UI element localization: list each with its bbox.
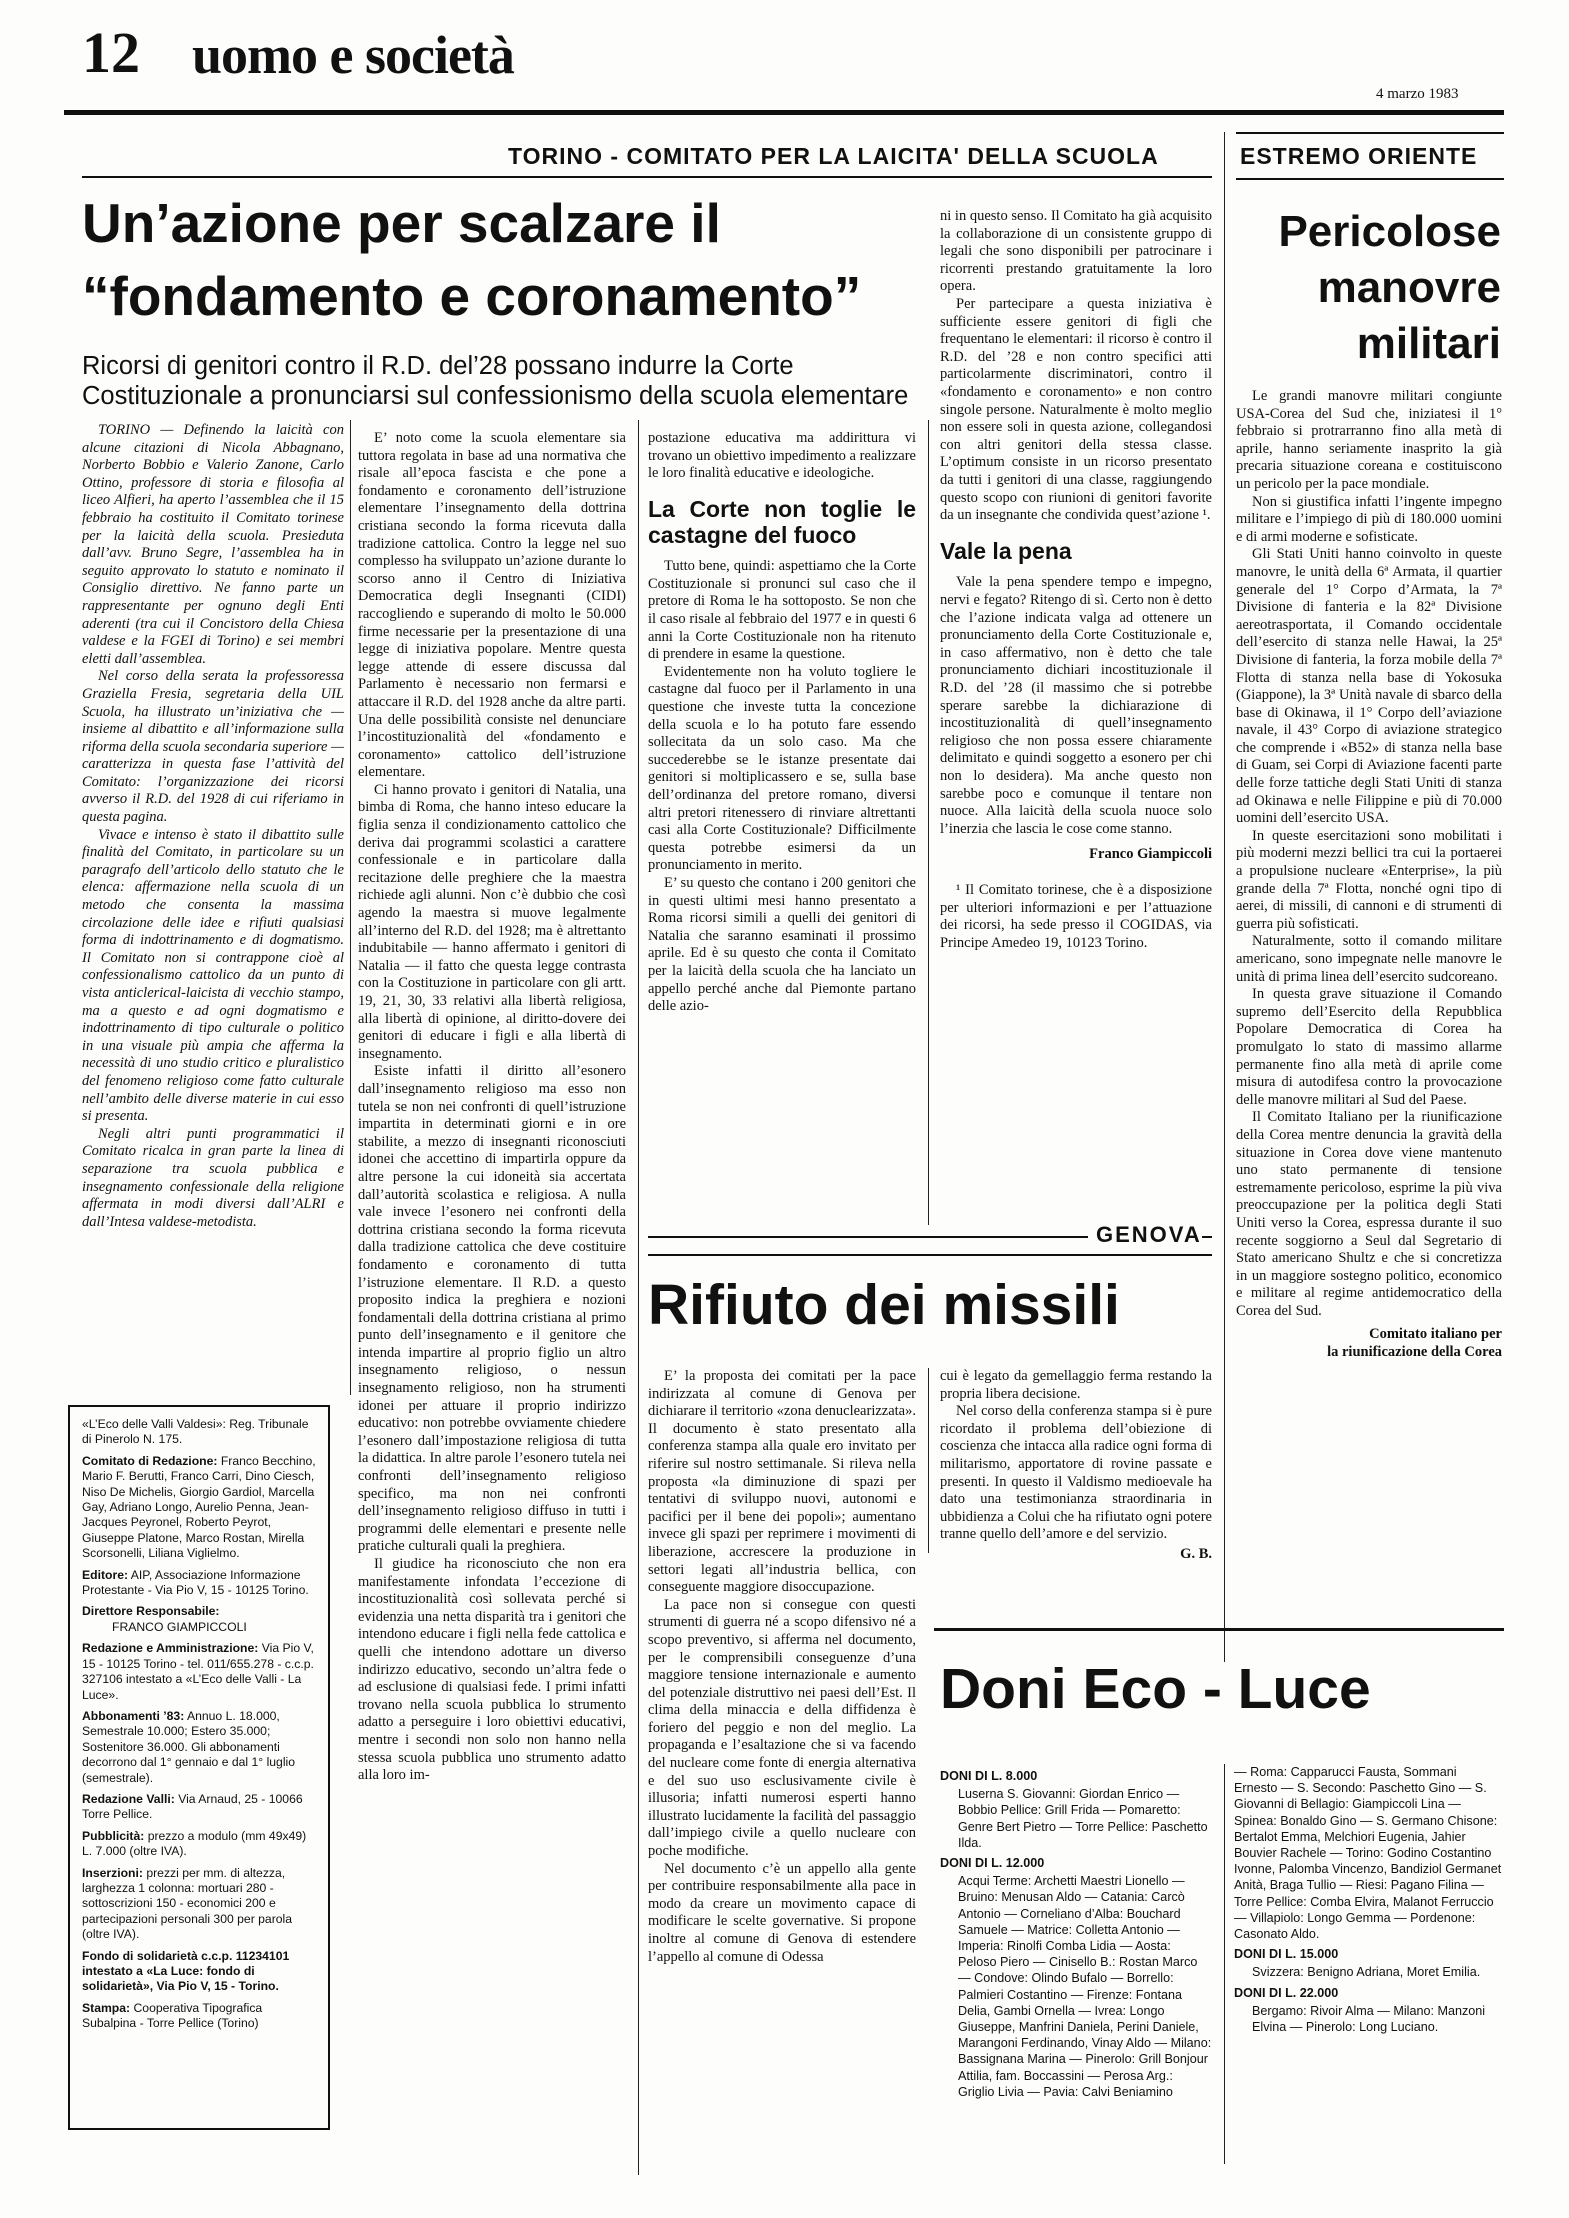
paragraph: Vale la pena spendere tempo e impegno, nervi e fegato? Ritengo di sì. Certo non è detto che l’azione indicata valga ad ottenere un pronunciamento della Corte Costituzionale e, in caso affermativo, non è detto che tale pronunciamento dichiari incostituzionale il R.D. del ’28 (il massimo che si potrebbe sperare sarebbe la dichiarazione di incostituzionalità di quell’insegnamento religioso che non possa essere chiaramente delimitato e quindi soggetto a esonero per chi non lo desidera). Ma anche questo non sarebbe poco e comunque il tentare non nuoce. Alla laicità della scuola nuoce solo l’inerzia che lascia le cose come stanno.	[940, 574, 1212, 837]
imprint-label: Editore:	[82, 1567, 129, 1582]
paragraph: Negli altri punti programmatici il Comitato ricalca in gran parte la linea di separazione tra scuola pubblica e insegnamento confessionale della religione affermata in modi diversi dall’ALRI e dall’Intesa valdese-metodista.	[82, 1125, 344, 1230]
paragraph: Il giudice ha riconosciuto che non era manifestamente infondata l’eccezione di incostituzionalità così sollevata perché si evidenzia una netta disparità tra i genitori che intendono educare i figli nella fede cattolica e quelli che intendono adottare un diverso indirizzo educativo, secondo un’altra fede o ad esclusione di qualsiasi fede. I primi infatti trovano nella scuola pubblica lo strumento adatto a perseguire i loro obiettivi educativi, mentre i secondi non solo non hanno nella stessa scuola pubblica uno strumento adatto alla loro im-	[358, 1556, 626, 1784]
paragraph: Nel corso della conferenza stampa si è pure ricordato il problema dell’obiezione di coscienza che intacca alla radice ogni forma di militarismo, apportatore di rovine passate e presenti. In questo il Valdismo medioevale ha dato una testimonianza straordinaria in ubbidienza a Colui che ha rifiutato ogni potere tranne quello dell’amore e del servizio.	[940, 1403, 1212, 1543]
paragraph: Ci hanno provato i genitori di Natalia, una bimba di Roma, che hanno inteso educare la figlia senza il condizionamento cattolico che deriva dai programmi scolastici a carattere confessionale e in particolare dalla recitazione delle preghiere che la maestra richiede agli alunni. Non c’è dubbio che così agendo la maestra si muove legalmente all’interno del R.D. del 1928; ma è altrettanto indubitabile — hanno affermato i genitori di Natalia — il fatto che questa legge contrasta con la Costituzione in particolare con gli artt. 19, 21, 30, 33 relativi alla libertà religiosa, alla libertà di opinione, al diritto-dovere dei genitori di educare i figli e alla libertà di insegnamento.	[358, 781, 626, 1062]
doni-list: Bergamo: Rivoir Alma — Milano: Manzoni Elvina — Pinerolo: Long Luciano.	[1252, 2003, 1486, 2035]
genova-col2	[940, 1368, 1212, 1568]
main-col4	[940, 208, 1212, 1228]
doni-list: Luserna S. Giovanni: Giordan Enrico — Bobbio Pellice: Grill Frida — Pomaretto: Genre Bert Pietro — Torre Pellice: Paschetto Ilda.	[958, 1787, 1208, 1850]
imprint-text: Via Arnaud, 25 - 10066 Torre Pellice.	[82, 1791, 303, 1822]
paragraph: Le grandi manovre militari congiunte USA-Corea del Sud che, iniziatesi il 1° febbraio si protrarranno fino alla metà di aprile, hanno seriamente inasprito la già precaria situazione coreana e costituiscono un pericolo per la pace mondiale.	[1236, 388, 1502, 492]
column-rule	[928, 1368, 929, 1553]
doni-top-rule	[934, 1628, 1504, 1631]
imprint-label: Inserzioni:	[82, 1865, 143, 1880]
imprint-text: prezzi per mm. di altezza, larghezza 1 colonna: mortuari 280 - sottoscrizioni 150 - economici 200 e partecipazioni personali 300 per parola (oltre IVA).	[82, 1865, 293, 1942]
main-col1	[82, 422, 344, 1392]
main-kicker: TORINO - COMITATO PER LA LAICITA' DELLA SCUOLA	[508, 143, 1159, 169]
genova-kicker: GENOVA	[1088, 1222, 1202, 1248]
paragraph: ni in questo senso. Il Comitato ha già acquisito la collaborazione di un consistente gruppo di legali che sono disponibili per patrocinare i ricorrenti prestando gratuitamente la loro opera.	[940, 208, 1212, 295]
eo-body	[1236, 388, 1502, 1628]
genova-title: Rifiuto dei missili	[648, 1273, 1120, 1337]
doni-col1	[940, 1764, 1212, 2184]
paragraph: Nel corso della serata la professoressa Graziella Fresia, segretaria della UIL Scuola, ha illustrato un’iniziativa che — insieme al dibattito e all’informazione sulla riforma della scuola secondaria superiore — caratterizza in questa fase l’attività del Comitato: l’organizzazione dei ricorsi avverso il R.D. del 1928 di cui riferiamo in questa pagina.	[82, 668, 344, 826]
signature: la riunificazione della Corea	[1327, 1344, 1502, 1361]
column-rule	[350, 420, 351, 1395]
imprint-text: AIP, Associazione Informazione Protestante - Via Pio V, 15 - 10125 Torino.	[82, 1567, 309, 1598]
paragraph: Evidentemente non ha voluto togliere le castagne dal fuoco per il Parlamento in una questione che investe tutta la concezione della scuola e lo ha potuto fare essendo sollecitata da un solo caso. Ma che succederebbe se le istanze presentate dai genitori si moltiplicassero e se, sulla base dell’ordinanza del pretore romano, diversi altri pretori ritenessero di rinviare altrettanti casi alla Corte Costituzionale? Difficilmente questa potrebbe esimersi da un pronunciamento in merito.	[648, 663, 916, 874]
doni-list: Acqui Terme: Archetti Maestri Lionello — Bruino: Menusan Aldo — Catania: Carcò Antonio — Corneliano d’Alba: Bouchard Samuele — Matrice: Colletta Antonio — Imperia: Rinolfi Comba Lidia — Aosta: Peloso Piero — Cinisello B.: Rostan Marco — Condove: Olindo Bufalo — Borrello: Palmieri Costantino — Firenze: Fontana Delia, Gambi Ornella — Ivrea: Longo Giuseppe, Manfrini Daniela, Perini Daniele, Marangoni Ferdinando, Vinay Aldo — Milano: Bassignana Marina — Pinerolo: Grill Bonjour Attilia, fam. Boccassini — Perosa Arg.: Griglio Livia — Pavia: Calvi Beniamino	[958, 1874, 1212, 2099]
imprint-text: Annuo L. 18.000, Semestrale 10.000; Estero 35.000; Sostenitore 36.000. Gli abbonamenti decorrono dal 1° gennaio e dal 1° luglio (semestrale).	[82, 1708, 296, 1785]
signature: G. B.	[1180, 1545, 1212, 1562]
main-title-line1: Un’azione per scalzare il	[82, 192, 721, 254]
paragraph: Tutto bene, quindi: aspettiamo che la Corte Costituzionale si pronunci sul caso che il pretore di Roma le ha sottoposto. Se non che il caso risale al febbraio del 1977 e in questi 6 anni la Corte Costituzionale non ha ritenuto di prendere in esame la questione.	[648, 558, 916, 663]
eo-title-line: militari	[1356, 319, 1501, 368]
paragraph: Non si giustifica infatti l’ingente impegno militare e l’impiego di più di 180.000 uomini e di armi moderne e sofisticate.	[1236, 493, 1502, 545]
page-number: 12	[82, 20, 140, 85]
column-rule	[1224, 1764, 1225, 2164]
doni-heading: DONI DI L. 12.000	[940, 1856, 1045, 1871]
imprint-label: Comitato di Redazione:	[82, 1453, 218, 1468]
imprint-text: Via Pio V, 15 - 10125 Torino - tel. 011/655.278 - c.c.p. 327106 intestato a «L’Eco delle Valli - La Luce».	[82, 1641, 314, 1702]
paragraph: Vivace e intenso è stato il dibattito sulle finalità del Comitato, in particolare su un paragrafo dell’articolo dello statuto che le elenca: affermazione nella scuola di un metodo che consenta la massima circolazione delle idee e rifiuti qualsiasi forma di indottrinamento e di dogmatismo. Il Comitato non si contrappone cioè al confessionalismo cattolico da un punto di vista anticlerical-laicista di vecchio stampo, ma a questo e ad ogni dogmatismo e indottrinamento di tipo culturale o politico in una visuale più ampia che afferma la necessità di uno studio critico e pluralistico del fenomeno religioso come fatto culturale nell’ambito delle diverse materie in cui esso si presenta.	[82, 826, 344, 1125]
paragraph: Naturalmente, sotto il comando militare americano, sono impegnate nelle manovre le unità di prima linea dell’esercito sudcoreano.	[1236, 933, 1502, 985]
paragraph: Gli Stati Uniti hanno coinvolto in queste manovre, le unità della 6ª Armata, il quartier generale del 1° Corpo d’Armata, la 7ª Divisione di fanteria e la 82ª Divisione aereotrasportata, il Comando occidentale dell’esercito di stanza nelle Hawai, la 25ª Divisione di fanteria, la forza mobile della 7ª Flotta di stanza nella base di Yokosuka (Giappone), la 3ª Unità navale di sbarco della base di Okinawa, il 1° Corpo dell’aviazione navale, il 43° Corpo di aviazione strategico che comprende i «B52» di stanza nella base di Guam, sei Corpi di Aviazione facenti parte delle forze tattiche degli Stati Uniti di stanza ad Okinawa e nelle Filippine e più di 70.000 uomini dell’esercito USA.	[1236, 546, 1502, 827]
imprint-director: FRANCO GIAMPICCOLI	[112, 1619, 247, 1634]
paragraph: E’ la proposta dei comitati per la pace indirizzata al comune di Genova per dichiarare il territorio «zona denuclearizzata». Il documento è stato presentato alla conferenza stampa alla quale ero invitato per riferire sul nostro settimanale. Si rileva nella proposta «la diminuzione di spazi per tentativi di sviluppo nuovi, autonomi e pacifici per il bene dei popoli»; aumentano invece gli spazi per reprimere i movimenti di liberazione, accrescere la produzione in settori legati all’industria bellica, con conseguente maggiore disoccupazione.	[648, 1368, 916, 1596]
eo-title-line: Pericolose	[1278, 207, 1501, 256]
doni-list: Svizzera: Benigno Adriana, Moret Emilia.	[1252, 1965, 1481, 1980]
eo-column-rule	[1224, 132, 1225, 1662]
imprint-text: Franco Becchino, Mario F. Berutti, Franco Carri, Dino Ciesch, Niso De Michelis, Giorgio Gardiol, Marcella Gay, Adriano Longo, Aurelio Penna, Jean-Jacques Peyronel, Roberto Peyrot, Giuseppe Platone, Marco Rostan, Mirella Scorsonelli, Liliana Viglielmo.	[82, 1453, 316, 1561]
imprint-label: Direttore Responsabile:	[82, 1604, 220, 1619]
main-col3	[648, 430, 916, 1228]
genova-kicker-rule	[648, 1254, 1212, 1256]
doni-heading: DONI DI L. 22.000	[1234, 1985, 1339, 2000]
imprint-text: prezzo a modulo (mm 49x49) L. 7.000 (oltre IVA).	[82, 1828, 307, 1859]
doni-heading: DONI DI L. 8.000	[940, 1769, 1038, 1783]
doni-heading: DONI DI L. 15.000	[1234, 1947, 1339, 1962]
eo-kicker: ESTREMO ORIENTE	[1240, 143, 1478, 169]
masthead-rule	[64, 110, 1504, 115]
subheading: La Corte non toglie le castagne del fuoco	[648, 495, 916, 548]
paragraph: In questa grave situazione il Comando supremo dell’Esercito della Repubblica Popolare Democratica di Corea ha promulgato lo stato di massimo allarme permanente fino alla metà di aprile come misura di autodifesa contro la provocazione delle manovre militari al Sud del Paese.	[1236, 986, 1502, 1108]
paragraph: Esiste infatti il diritto all’esonero dall’insegnamento religioso ma esso non tutela se non nei confronti di quell’istruzione impartita in determinati giorni e in ore stabilite, a mezzo di insegnanti riconosciuti idonei che accettino di impartirla oppure da altre persone la cui idoneità sia accertata dall’autorità scolastica e religiosa. A nulla vale invece l’esonero nei confronti della dottrina cristiana secondo la forma ricevuta dalla tradizione cattolica che deve costituire fondamento e coronamento di tutta l’istruzione elementare. Il R.D. a questo proposito indica la preghiera e nozioni fondamentali della dottrina cristiana al primo punto dell’insegnamento e il genitore che intenda impartire al proprio figlio un altro insegnamento religioso, o nessun insegnamento religioso, non ha strumenti idonei per attuare il proprio indirizzo educativo: non potrebbe ovviamente chiedere l’esonero dall’impostazione religiosa di tutta la didattica. In altre parole l’esonero tutela nei confronti dell’insegnamento religioso specifico, ma non nei confronti dell’insegnamento religioso diffuso in tutti i programmi delle elementari e presente nelle pratiche culturali quali la preghiera.	[358, 1063, 626, 1555]
eo-title-line: manovre	[1317, 263, 1501, 312]
column-rule	[928, 420, 929, 1225]
paragraph: Il Comitato Italiano per la riunificazione della Corea mentre denuncia la gravità della situazione in Corea dove viene mantenuto uno stato permanente di tensione estremamente pericoloso, esprime la più viva preoccupazione per la politica degli Stati Uniti verso la Corea, espressa durante il suo recente soggiorno a Seul dal Segretario di Stato americano Shultz e che si concretizza in un maggiore sostegno politico, economico e militare al regime antidemocratico della Corea del Sud.	[1236, 1109, 1502, 1319]
issue-date: 4 marzo 1983	[1376, 86, 1459, 102]
imprint-label: Stampa:	[82, 2000, 131, 2015]
paragraph: E’ su questo che contano i 200 genitori che in questi ultimi mesi hanno presentato a Roma ricorsi simili a quelli dei genitori di Natalia che saranno esaminati il prossimo aprile. Ed è su questo che conta il Comitato per la laicità della scuola che ha lanciato un appello perché anche dal Piemonte partano delle azio-	[648, 874, 916, 1015]
main-subtitle: Ricorsi di genitori contro il R.D. del’28 possano indurre la Corte Costituzionale a pronunciarsi sul confessionismo della scuola elementare	[82, 352, 909, 410]
imprint-text: Cooperativa Tipografica Subalpina - Torre Pellice (Torino)	[82, 2000, 263, 2031]
imprint-registration: «L’Eco delle Valli Valdesi»: Reg. Tribunale di Pinerolo N. 175.	[82, 1417, 309, 1447]
paragraph: E’ noto come la scuola elementare sia tuttora regolata in base ad una normativa che risale all’epoca fascista e che pone a fondamento e coronamento dell’istruzione elementare l’insegnamento della dottrina cristiana secondo la forma ricevuta dalla tradizione cattolica. Contro la legge nel suo complesso ha sviluppato un’azione durante lo scorso anno il Centro di Iniziativa Democratica degli Insegnanti (CIDI) raccogliendo e superando di molto le 50.000 firme necessarie per la presentazione di una legge di iniziativa popolare. Mentre questa legge attende di essere discussa dal Parlamento è necessario non fermarsi e attaccare il R.D. del 1928 anche da altre parti. Una delle possibilità consiste nel denunciare l’incostituzionalità del «fondamento e coronamento» cattolico dell’istruzione elementare.	[358, 430, 626, 781]
paragraph: Nel documento c’è un appello alla gente per contribuire responsabilmente alla pace in modo da creare un movimento capace di modificare le scelte governative. Si propone inoltre al comune di Genova di estendere l’appello al comune di Odessa	[648, 1860, 916, 1965]
paragraph: cui è legato da gemellaggio ferma restando la propria libera decisione.	[940, 1368, 1212, 1402]
doni-list: — Roma: Capparucci Fausta, Sommani Ernesto — S. Secondo: Paschetto Gino — S. Giovanni di Bellagio: Giampiccoli Lina — Spinea: Bonaldo Gino — S. Germano Chisone: Bertalot Emma, Melchiori Eugenia, Jahier Bouvier Rachele — Torino: Godino Costantino Ivonne, Palomba Vincenzo, Bandiziol Germanet Anità, Braga Tullio — Riesi: Pagano Filina — Torre Pellice: Comba Elvira, Malanot Ferruccio — Villapiolo: Longo Gemma — Pordenone: Casonato Aldo.	[1234, 1765, 1502, 1942]
paragraph: La pace non si consegue con questi strumenti di guerra né a scopo difensivo né a scopo preventivo, si afferma nel documento, per le comprensibili conseguenze d’una maggiore tensione internazionale e aumento del potenziale distruttivo nei paesi dell’Est. Il clima della minaccia e della diffidenza è foriero del peggio e non del meglio. La propaganda e l’esaltazione che si va facendo del nucleare come fonte di energia alternativa e del suo uso esclusivamente civile è illusoria; infatti numerosi esperti hanno illustrato lucidamente la facilità del passaggio dall’impiego civile a quello nucleare con poche modifiche.	[648, 1596, 916, 1860]
right-top-rule	[1236, 132, 1504, 134]
paragraph: TORINO — Definendo la laicità con alcune citazioni di Nicola Abbagnano, Norberto Bobbio e Valerio Zanone, Carlo Ottino, professore di storia e filosofia al liceo Alfieri, ha aperto l’assemblea che il 15 febbraio ha costituito il Comitato torinese per la laicità della scuola. Presieduta dall’avv. Bruno Segre, l’assemblea ha in seguito approvato lo statuto e nominato il Consiglio direttivo. Ne fanno parte un rappresentante per ognuno degli Enti aderenti (tra cui il Concistoro della Chiesa valdese e la FGEI di Torino) e sei membri eletti dall’assemblea.	[82, 422, 344, 667]
imprint-fund: Fondo di solidarietà c.c.p. 11234101 intestato a «La Luce: fondo di solidarietà», Via Pio V, 15 - Torino.	[82, 1948, 290, 1994]
paragraph: postazione educativa ma addirittura vi trovano un obiettivo impedimento a realizzare le loro finalità educative e ideologiche.	[648, 430, 916, 482]
signature: Franco Giampiccoli	[1089, 846, 1212, 863]
imprint-label: Redazione Valli:	[82, 1791, 175, 1806]
doni-col2	[1234, 1764, 1502, 2184]
section-title: uomo e società	[192, 25, 514, 85]
main-title-line2: “fondamento e coronamento”	[82, 265, 862, 327]
paragraph: In queste esercitazioni sono mobilitati i più moderni mezzi bellici tra cui la portaerei a propulsione nucleare «Enterprise», la più grande della 7ª Flotta, nonché ogni tipo di aerei, di missili, di cannoni e di strumenti di guerra più sofisticati.	[1236, 827, 1502, 932]
imprint-box	[68, 1405, 330, 2130]
genova-col1	[648, 1368, 916, 2175]
eo-kicker-rule	[1236, 178, 1504, 180]
doni-title: Doni Eco - Luce	[940, 1657, 1371, 1721]
subheading: Vale la pena	[940, 537, 1072, 564]
imprint-label: Abbonamenti ’83:	[82, 1708, 185, 1723]
signature: Comitato italiano per	[1369, 1326, 1502, 1343]
imprint-label: Redazione e Amministrazione:	[82, 1641, 259, 1656]
column-rule	[638, 420, 639, 2175]
paragraph: Per partecipare a questa iniziativa è sufficiente essere genitori di figli che frequentano le elementari: il ricorso è contro il R.D. del ’28 e non contro specifici atti particolarmente discriminatori, contro il «fondamento e coronamento» e non contro singole persone. Naturalmente è molto meglio non essere soli in questa azione, collegandosi con altri genitori della stessa classe. L’optimum consiste in un ricorso presentato da tutti i genitori di una classe, raggiungendo questo scopo con riunioni di genitori favorite da un insegnante che condivida quest’azione ¹.	[940, 295, 1212, 524]
main-col2	[358, 430, 626, 2175]
main-kicker-rule	[82, 176, 1212, 178]
imprint-label: Pubblicità:	[82, 1828, 145, 1843]
footnote: ¹ Il Comitato torinese, che è a disposizione per ulteriori informazioni e per l’attuazione dei ricorsi, ha sede presso il COGIDAS, via Principe Amedeo 19, 10123 Torino.	[940, 881, 1212, 951]
